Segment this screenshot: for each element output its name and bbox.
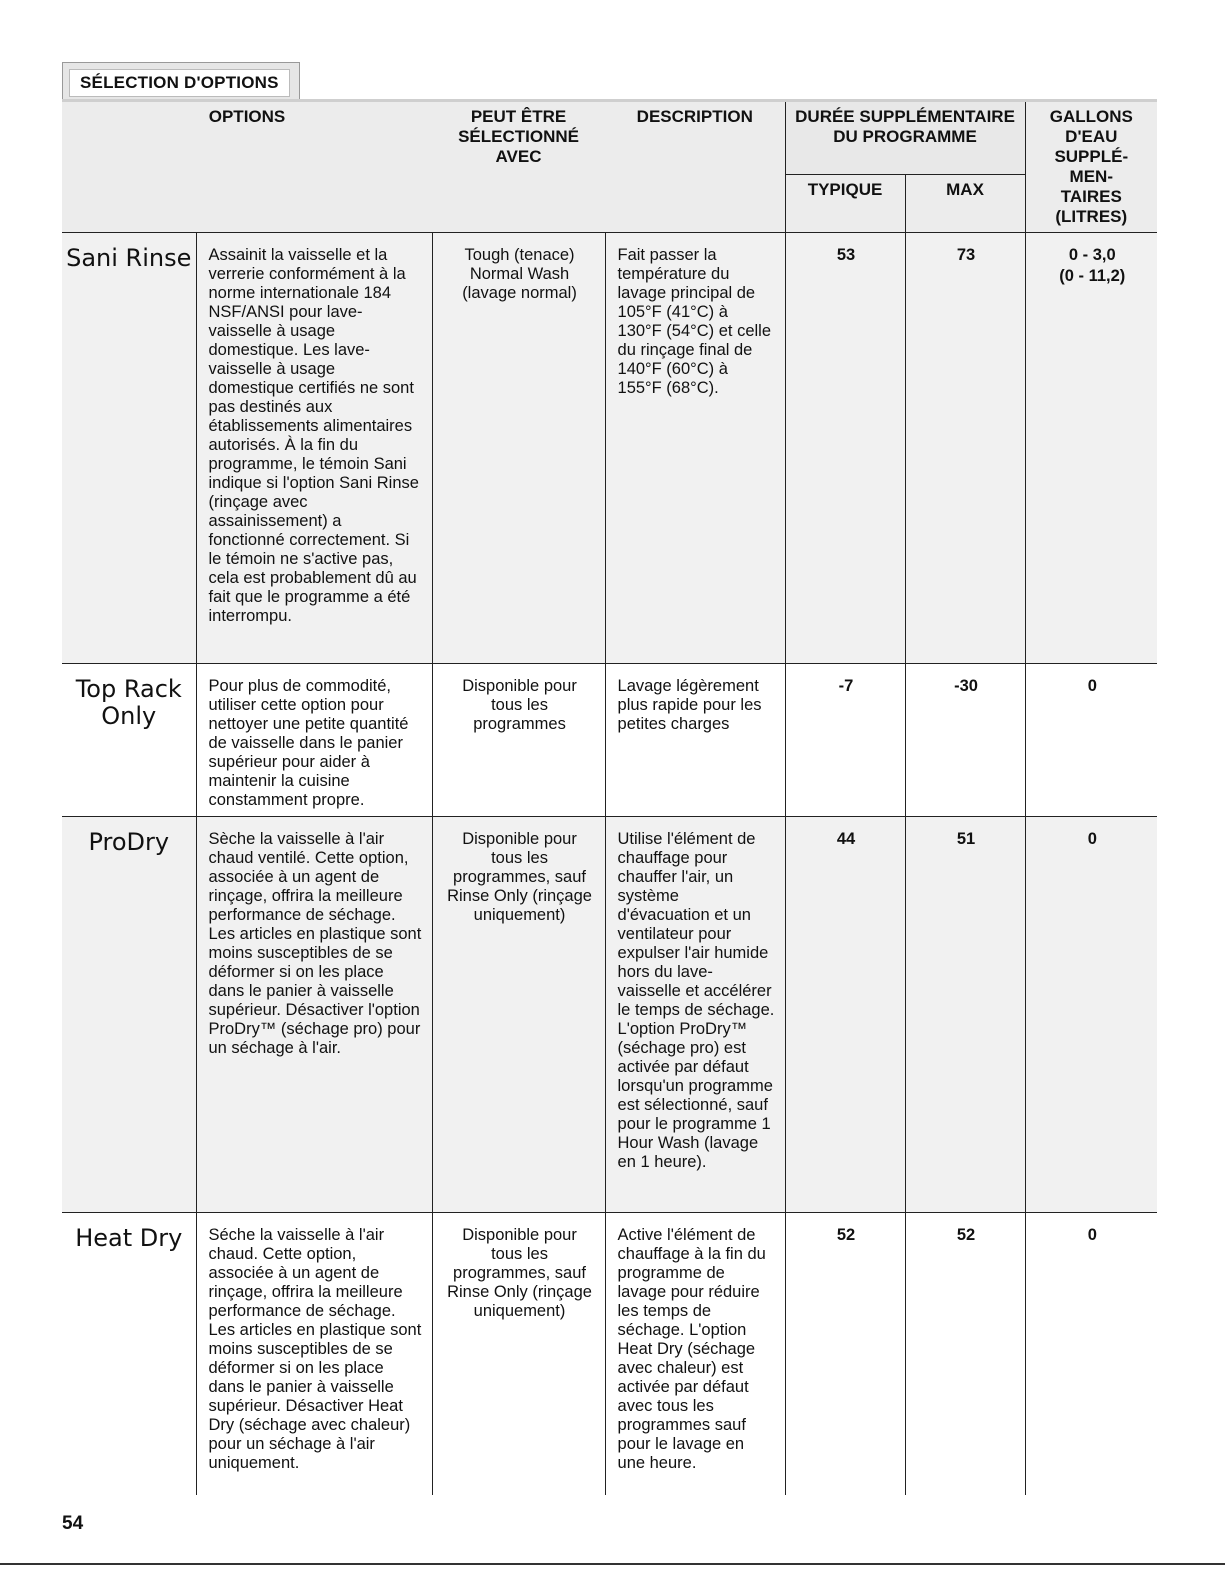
option-text: Sèche la vaisselle à l'air chaud ventilé. Cette option, associée à un agent de rinçage, offrira la meilleure performance de séchage. Les articles en plastique sont moins susceptibles de se déformer si on les place dans le panier à vaisselle supérieur. Désactiver l'option ProDry™ (séchage pro) pour un séchage à l'air. [196, 817, 432, 1213]
description: Lavage légèrement plus rapide pour les petites charges [605, 664, 785, 817]
table-row [62, 1213, 1157, 1495]
description: Utilise l'élément de chauffage pour chauffer l'air, un système d'évacuation et un ventilateur pour expulser l'air humide hors du lave-vaisselle et accélérer le temps de séchage. L'option ProDry™ (séchage pro) est activée par défaut lorsqu'un programme est sélectionné, sauf pour le programme 1 Hour Wash (lavage en 1 heure). [605, 817, 785, 1213]
max-value: -30 [905, 664, 1025, 817]
option-name: Top Rack Only [75, 675, 182, 730]
typical-value: -7 [785, 664, 905, 817]
description: Active l'élément de chauffage à la fin du programme de lavage pour réduire les temps de séchage. L'option Heat Dry (séchage avec chaleur) est activée par défaut avec tous les programmes sauf pour le lavage en une heure. [605, 1213, 785, 1495]
option-text: Assainit la vaisselle et la verrerie conformément à la norme internationale 184 NSF/ANSI pour lave-vaisselle à usage domestique. Les lave-vaisselle à usage domestique certifiés ne sont pas destinés aux établissements alimentaires autorisés. À la fin du programme, le témoin Sani indique si l'option Sani Rinse (rinçage avec assainissement) a fonctionné correctement. Si le témoin ne s'active pas, cela est probablement dû au fait que le programme a été interrompu. [196, 233, 432, 664]
header-typical: TYPIQUE [785, 175, 905, 233]
section-title: SÉLECTION D'OPTIONS [69, 69, 290, 97]
header-row [62, 102, 1157, 175]
typical-value: 44 [785, 817, 905, 1213]
description: Fait passer la température du lavage principal de 105°F (41°C) à 130°F (54°C) et celle du rinçage final de 140°F (60°C) à 155°F (68°C). [605, 233, 785, 664]
option-name: Heat Dry [75, 1224, 183, 1252]
selectable-with: Tough (tenace) Normal Wash (lavage normal) [432, 233, 605, 664]
max-value: 52 [905, 1213, 1025, 1495]
table-row [62, 817, 1157, 1213]
table-row [62, 664, 1157, 817]
max-value: 73 [905, 233, 1025, 664]
max-value: 51 [905, 817, 1025, 1213]
option-text: Séche la vaisselle à l'air chaud. Cette option, associée à un agent de rinçage, offrira la meilleure performance de séchage. Les articles en plastique sont moins susceptibles de se déformer si on les place dans le panier à vaisselle supérieur. Désactiver Heat Dry (séchage avec chaleur) pour un séchage à l'air uniquement. [196, 1213, 432, 1495]
selectable-with: Disponible pour tous les programmes, sauf Rinse Only (rinçage uniquement) [432, 1213, 605, 1495]
page-number: 54 [62, 1513, 84, 1534]
header-added-time: DURÉE SUPPLÉMENTAIRE DU PROGRAMME [785, 102, 1025, 175]
water-value: 0 [1025, 1213, 1157, 1495]
option-name: Sani Rinse [66, 244, 192, 272]
typical-value: 52 [785, 1213, 905, 1495]
table-row [62, 233, 1157, 664]
option-name: ProDry [88, 828, 170, 856]
options-table [62, 102, 1157, 1495]
header-description: DESCRIPTION [605, 102, 785, 233]
header-water: GALLONS D'EAU SUPPLÉ-MEN-TAIRES (LITRES) [1025, 102, 1157, 233]
header-max: MAX [905, 175, 1025, 233]
header-options: OPTIONS [62, 102, 432, 233]
typical-value: 53 [785, 233, 905, 664]
water-value: 0 [1025, 817, 1157, 1213]
water-value [1025, 233, 1157, 664]
section-tab [62, 62, 300, 100]
selectable-with: Disponible pour tous les programmes, sauf Rinse Only (rinçage uniquement) [432, 817, 605, 1213]
header-selectable-with: PEUT ÊTRE SÉLECTIONNÉ AVEC [432, 102, 605, 233]
water-gallons: 0 - 3,0 [1068, 246, 1116, 264]
water-litres: (0 - 11,2) [1059, 267, 1126, 285]
option-text: Pour plus de commodité, utiliser cette option pour nettoyer une petite quantité de vaisselle dans le panier supérieur pour aider à maintenir la cuisine constamment propre. [196, 664, 432, 817]
water-value: 0 [1025, 664, 1157, 817]
selectable-with: Disponible pour tous les programmes [432, 664, 605, 817]
bottom-rule [0, 1563, 1225, 1565]
